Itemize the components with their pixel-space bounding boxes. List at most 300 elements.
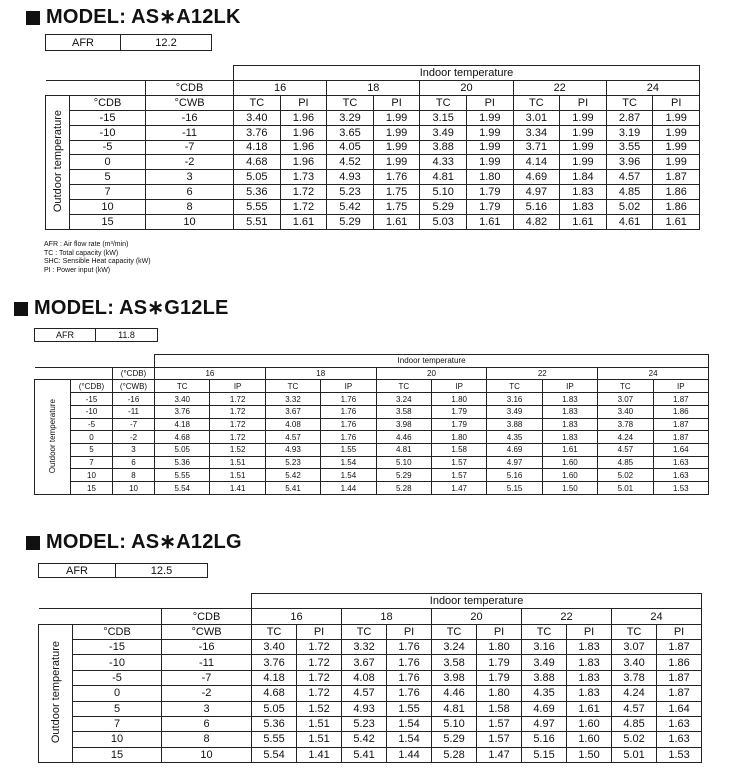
table-cell: 4.18 bbox=[155, 418, 210, 431]
performance-table bbox=[45, 65, 700, 230]
table-cell: 5.36 bbox=[234, 185, 281, 200]
table-cell: 5.15 bbox=[522, 747, 567, 762]
cdb-value: 5 bbox=[71, 444, 113, 457]
table-cell: 1.99 bbox=[467, 155, 514, 170]
legend-shc: SHC: Sensible Heat capacity (kW) bbox=[44, 258, 151, 265]
cwb-value: 8 bbox=[146, 200, 234, 215]
indoor-temp-value: 16 bbox=[234, 80, 327, 95]
table-cell: 5.29 bbox=[327, 215, 374, 230]
table-cell: 3.29 bbox=[327, 110, 374, 125]
table-cell: 1.87 bbox=[657, 686, 702, 701]
table-cell: 1.51 bbox=[210, 456, 265, 469]
table-cell: 5.16 bbox=[487, 469, 542, 482]
table-cell: 1.76 bbox=[321, 431, 376, 444]
table-cell: 3.96 bbox=[606, 155, 653, 170]
table-cell: 1.79 bbox=[477, 670, 522, 685]
table-cell: 4.57 bbox=[598, 444, 653, 457]
table-cell: 3.55 bbox=[606, 140, 653, 155]
table-cell: 1.80 bbox=[477, 640, 522, 655]
table-cell: 1.99 bbox=[373, 110, 420, 125]
cwb-value: -7 bbox=[146, 140, 234, 155]
table-cell: 1.73 bbox=[280, 170, 327, 185]
table-cell: 1.87 bbox=[653, 393, 709, 406]
table-cell: 1.80 bbox=[477, 686, 522, 701]
table-cell: 4.18 bbox=[234, 140, 281, 155]
table-cell: 3.58 bbox=[376, 405, 431, 418]
table-cell: 1.50 bbox=[542, 482, 597, 495]
table-cell: 5.16 bbox=[522, 732, 567, 747]
table-row bbox=[39, 640, 702, 655]
cwb-value: -16 bbox=[113, 393, 155, 406]
table-cell: 1.83 bbox=[567, 655, 612, 670]
table-cell: 4.35 bbox=[522, 686, 567, 701]
table-cell: 1.53 bbox=[657, 747, 702, 762]
table-cell: 3.78 bbox=[598, 418, 653, 431]
tc-column-label: TC bbox=[598, 380, 653, 393]
table-cell: 1.61 bbox=[373, 215, 420, 230]
indoor-temperature-header: Indoor temperature bbox=[155, 355, 709, 368]
table-cell: 1.51 bbox=[210, 469, 265, 482]
table-cell: 3.40 bbox=[252, 640, 297, 655]
table-cell: 4.52 bbox=[327, 155, 374, 170]
table-cell: 1.72 bbox=[297, 655, 342, 670]
table-cell: 1.79 bbox=[431, 418, 486, 431]
table-row bbox=[46, 200, 700, 215]
indoor-temp-value: 16 bbox=[252, 609, 342, 624]
afr-value: 12.2 bbox=[121, 35, 212, 51]
legend-pi: PI : Power input (kW) bbox=[44, 266, 111, 274]
tc-column-label: TC bbox=[606, 95, 653, 110]
table-cell: 2.87 bbox=[606, 110, 653, 125]
table-cell: 1.61 bbox=[280, 215, 327, 230]
table-cell: 1.54 bbox=[321, 456, 376, 469]
tc-column-label: TC bbox=[265, 380, 320, 393]
cdb-value: -10 bbox=[73, 655, 162, 670]
table-cell: 1.96 bbox=[280, 125, 327, 140]
performance-table bbox=[34, 354, 709, 495]
table-cell: 1.72 bbox=[210, 431, 265, 444]
table-cell: 3.32 bbox=[265, 393, 320, 406]
table-cell: 5.10 bbox=[376, 456, 431, 469]
table-cell: 4.08 bbox=[265, 418, 320, 431]
table-cell: 1.99 bbox=[653, 125, 700, 140]
model-title-text: MODEL: AS∗A12LG bbox=[46, 531, 242, 553]
pi-column-label: PI bbox=[373, 95, 420, 110]
table-cell: 1.76 bbox=[387, 686, 432, 701]
table-cell: 5.15 bbox=[487, 482, 542, 495]
table-cell: 1.44 bbox=[321, 482, 376, 495]
square-bullet-icon bbox=[26, 11, 40, 25]
cdb-value: 10 bbox=[71, 469, 113, 482]
table-cell: 1.61 bbox=[467, 215, 514, 230]
table-row bbox=[46, 110, 700, 125]
table-cell: 1.86 bbox=[653, 405, 709, 418]
table-cell: 1.57 bbox=[431, 456, 486, 469]
indoor-temp-value: 18 bbox=[342, 609, 432, 624]
pi-column-label: PI bbox=[477, 624, 522, 639]
table-cell: 1.72 bbox=[297, 640, 342, 655]
header-blank bbox=[39, 594, 252, 609]
cwb-value: -7 bbox=[113, 418, 155, 431]
tc-column-label: TC bbox=[342, 624, 387, 639]
legend-tc: TC : Total capacity (kW) bbox=[44, 249, 119, 257]
tc-column-label: TC bbox=[155, 380, 210, 393]
cdb-value: -15 bbox=[73, 640, 162, 655]
table-cell: 3.24 bbox=[432, 640, 477, 655]
outdoor-temperature-text: Outdoor temperature bbox=[48, 399, 57, 474]
table-cell: 1.99 bbox=[373, 125, 420, 140]
pi-column-label: IP bbox=[210, 380, 265, 393]
outdoor-cdb-label: °CDB bbox=[70, 95, 146, 110]
table-cell: 1.83 bbox=[542, 405, 597, 418]
table-cell: 1.57 bbox=[477, 716, 522, 731]
table-cell: 1.52 bbox=[297, 701, 342, 716]
table-cell: 4.57 bbox=[342, 686, 387, 701]
table-cell: 1.72 bbox=[210, 418, 265, 431]
table-cell: 1.99 bbox=[560, 155, 607, 170]
table-cell: 5.02 bbox=[612, 732, 657, 747]
table-cell: 1.57 bbox=[477, 732, 522, 747]
table-cell: 5.36 bbox=[252, 716, 297, 731]
table-cell: 5.29 bbox=[432, 732, 477, 747]
pi-column-label: PI bbox=[467, 95, 514, 110]
table-cell: 1.99 bbox=[467, 140, 514, 155]
table-cell: 4.14 bbox=[513, 155, 560, 170]
table-cell: 1.96 bbox=[280, 110, 327, 125]
outdoor-cwb-label: °CWB bbox=[162, 624, 252, 639]
table-cell: 1.84 bbox=[560, 170, 607, 185]
table-cell: 3.88 bbox=[522, 670, 567, 685]
table-cell: 3.88 bbox=[420, 140, 467, 155]
indoor-cdb-label: (°CDB) bbox=[113, 367, 155, 380]
table-cell: 3.76 bbox=[155, 405, 210, 418]
table-cell: 1.63 bbox=[653, 456, 709, 469]
header-blank bbox=[35, 355, 155, 368]
outdoor-cdb-label: (°CDB) bbox=[71, 380, 113, 393]
indoor-temp-value: 24 bbox=[598, 367, 709, 380]
table-cell: 1.63 bbox=[657, 716, 702, 731]
table-cell: 4.46 bbox=[376, 431, 431, 444]
table-cell: 4.97 bbox=[487, 456, 542, 469]
table-cell: 5.05 bbox=[252, 701, 297, 716]
table-cell: 4.08 bbox=[342, 670, 387, 685]
pi-column-label: PI bbox=[560, 95, 607, 110]
cdb-value: -5 bbox=[73, 670, 162, 685]
indoor-temperature-header: Indoor temperature bbox=[252, 594, 702, 609]
cdb-value: 5 bbox=[70, 170, 146, 185]
table-cell: 1.72 bbox=[280, 185, 327, 200]
table-cell: 1.41 bbox=[210, 482, 265, 495]
table-cell: 3.07 bbox=[612, 640, 657, 655]
afr-table bbox=[45, 34, 212, 51]
table-cell: 1.58 bbox=[477, 701, 522, 716]
cwb-value: 8 bbox=[113, 469, 155, 482]
table-cell: 5.02 bbox=[606, 200, 653, 215]
outdoor-temperature-label bbox=[35, 380, 71, 495]
legend-afr: AFR : Air flow rate (m³/min) bbox=[44, 241, 129, 248]
table-cell: 1.41 bbox=[297, 747, 342, 762]
table-cell: 1.86 bbox=[653, 200, 700, 215]
table-cell: 3.76 bbox=[234, 125, 281, 140]
table-cell: 3.16 bbox=[522, 640, 567, 655]
table-cell: 5.51 bbox=[234, 215, 281, 230]
table-cell: 5.54 bbox=[252, 747, 297, 762]
table-cell: 5.03 bbox=[420, 215, 467, 230]
table-cell: 4.81 bbox=[376, 444, 431, 457]
table-row bbox=[39, 655, 702, 670]
table-cell: 5.05 bbox=[155, 444, 210, 457]
table-cell: 1.51 bbox=[297, 716, 342, 731]
table-cell: 1.72 bbox=[297, 686, 342, 701]
table-cell: 5.10 bbox=[420, 185, 467, 200]
pi-column-label: IP bbox=[653, 380, 709, 393]
table-cell: 1.80 bbox=[467, 170, 514, 185]
cdb-value: 0 bbox=[70, 155, 146, 170]
cwb-value: 3 bbox=[162, 701, 252, 716]
cdb-value: 15 bbox=[73, 747, 162, 762]
afr-table bbox=[34, 328, 158, 342]
indoor-cdb-label: °CDB bbox=[146, 80, 234, 95]
table-cell: 1.76 bbox=[387, 670, 432, 685]
indoor-temp-value: 24 bbox=[612, 609, 702, 624]
table-cell: 5.36 bbox=[155, 456, 210, 469]
table-cell: 1.54 bbox=[387, 716, 432, 731]
cdb-value: -15 bbox=[70, 110, 146, 125]
cwb-value: -11 bbox=[162, 655, 252, 670]
outdoor-temperature-text: Outdoor temperature bbox=[51, 109, 64, 212]
table-cell: 5.10 bbox=[432, 716, 477, 731]
legend bbox=[44, 241, 151, 275]
table-cell: 4.33 bbox=[420, 155, 467, 170]
table-cell: 5.23 bbox=[265, 456, 320, 469]
table-cell: 3.67 bbox=[265, 405, 320, 418]
cwb-value: -2 bbox=[146, 155, 234, 170]
outdoor-temperature-text: Outdoor temperature bbox=[49, 640, 62, 743]
cwb-value: -2 bbox=[162, 686, 252, 701]
table-cell: 1.87 bbox=[653, 431, 709, 444]
cdb-value: 0 bbox=[71, 431, 113, 444]
cdb-value: 0 bbox=[73, 686, 162, 701]
square-bullet-icon bbox=[26, 536, 40, 550]
table-row bbox=[35, 393, 709, 406]
table-cell: 3.01 bbox=[513, 110, 560, 125]
table-cell: 3.58 bbox=[432, 655, 477, 670]
table-cell: 1.72 bbox=[297, 670, 342, 685]
table-cell: 4.97 bbox=[513, 185, 560, 200]
table-cell: 4.85 bbox=[612, 716, 657, 731]
pi-column-label: PI bbox=[657, 624, 702, 639]
table-row bbox=[35, 418, 709, 431]
table-cell: 3.32 bbox=[342, 640, 387, 655]
table-cell: 1.76 bbox=[321, 405, 376, 418]
table-cell: 1.76 bbox=[373, 170, 420, 185]
table-cell: 4.69 bbox=[513, 170, 560, 185]
table-row bbox=[35, 405, 709, 418]
indoor-temp-value: 20 bbox=[376, 367, 487, 380]
indoor-cdb-label: °CDB bbox=[162, 609, 252, 624]
table-row bbox=[35, 456, 709, 469]
table-cell: 3.19 bbox=[606, 125, 653, 140]
model-title-text: MODEL: AS∗G12LE bbox=[34, 297, 229, 319]
table-cell: 3.98 bbox=[432, 670, 477, 685]
indoor-temp-value: 18 bbox=[265, 367, 376, 380]
pi-column-label: IP bbox=[542, 380, 597, 393]
pi-column-label: PI bbox=[297, 624, 342, 639]
table-cell: 1.72 bbox=[210, 405, 265, 418]
table-cell: 4.81 bbox=[432, 701, 477, 716]
tc-column-label: TC bbox=[327, 95, 374, 110]
table-cell: 4.46 bbox=[432, 686, 477, 701]
table-cell: 4.97 bbox=[522, 716, 567, 731]
table-row bbox=[46, 170, 700, 185]
cwb-value: 3 bbox=[113, 444, 155, 457]
table-cell: 4.85 bbox=[598, 456, 653, 469]
indoor-temp-value: 16 bbox=[155, 367, 266, 380]
table-cell: 4.57 bbox=[612, 701, 657, 716]
cwb-value: 10 bbox=[146, 215, 234, 230]
tc-column-label: TC bbox=[612, 624, 657, 639]
table-cell: 1.83 bbox=[542, 431, 597, 444]
header-blank bbox=[46, 80, 146, 95]
table-cell: 3.15 bbox=[420, 110, 467, 125]
table-cell: 1.99 bbox=[653, 140, 700, 155]
table-cell: 1.87 bbox=[653, 418, 709, 431]
cdb-value: 15 bbox=[71, 482, 113, 495]
table-cell: 4.57 bbox=[265, 431, 320, 444]
outdoor-temperature-label bbox=[46, 95, 70, 229]
table-cell: 1.83 bbox=[567, 670, 612, 685]
table-cell: 5.29 bbox=[376, 469, 431, 482]
cdb-value: -10 bbox=[71, 405, 113, 418]
indoor-temp-value: 22 bbox=[513, 80, 606, 95]
table-cell: 5.05 bbox=[234, 170, 281, 185]
pi-column-label: IP bbox=[431, 380, 486, 393]
table-cell: 1.79 bbox=[477, 655, 522, 670]
table-cell: 3.40 bbox=[234, 110, 281, 125]
table-cell: 3.88 bbox=[487, 418, 542, 431]
indoor-temp-value: 24 bbox=[606, 80, 699, 95]
table-cell: 5.42 bbox=[327, 200, 374, 215]
model-title bbox=[26, 4, 241, 29]
cdb-value: 10 bbox=[70, 200, 146, 215]
cwb-value: -7 bbox=[162, 670, 252, 685]
table-cell: 1.61 bbox=[560, 215, 607, 230]
table-cell: 3.40 bbox=[612, 655, 657, 670]
table-cell: 1.80 bbox=[431, 393, 486, 406]
table-row bbox=[39, 747, 702, 762]
cdb-value: 15 bbox=[70, 215, 146, 230]
table-cell: 1.63 bbox=[653, 469, 709, 482]
cwb-value: 3 bbox=[146, 170, 234, 185]
table-cell: 1.44 bbox=[387, 747, 432, 762]
table-cell: 5.28 bbox=[376, 482, 431, 495]
table-cell: 1.51 bbox=[297, 732, 342, 747]
indoor-temp-value: 20 bbox=[420, 80, 513, 95]
table-cell: 5.41 bbox=[265, 482, 320, 495]
table-cell: 5.55 bbox=[155, 469, 210, 482]
afr-table bbox=[38, 563, 208, 578]
table-cell: 3.07 bbox=[598, 393, 653, 406]
table-row bbox=[39, 686, 702, 701]
table-cell: 1.76 bbox=[321, 418, 376, 431]
model-title bbox=[14, 295, 229, 320]
table-row bbox=[35, 431, 709, 444]
header-blank bbox=[39, 609, 162, 624]
table-cell: 1.79 bbox=[467, 185, 514, 200]
table-cell: 5.23 bbox=[342, 716, 387, 731]
square-bullet-icon bbox=[14, 302, 28, 316]
cwb-value: 6 bbox=[162, 716, 252, 731]
table-cell: 1.60 bbox=[542, 456, 597, 469]
table-cell: 5.02 bbox=[598, 469, 653, 482]
table-cell: 1.55 bbox=[387, 701, 432, 716]
table-cell: 1.80 bbox=[431, 431, 486, 444]
table-cell: 1.99 bbox=[560, 140, 607, 155]
table-cell: 1.99 bbox=[467, 125, 514, 140]
table-cell: 1.72 bbox=[280, 200, 327, 215]
table-cell: 1.54 bbox=[321, 469, 376, 482]
pi-column-label: PI bbox=[567, 624, 612, 639]
afr-label: AFR bbox=[39, 564, 116, 578]
table-cell: 3.65 bbox=[327, 125, 374, 140]
table-cell: 1.96 bbox=[280, 155, 327, 170]
table-cell: 4.18 bbox=[252, 670, 297, 685]
tc-column-label: TC bbox=[487, 380, 542, 393]
table-cell: 5.01 bbox=[612, 747, 657, 762]
table-row bbox=[39, 701, 702, 716]
table-cell: 3.24 bbox=[376, 393, 431, 406]
outdoor-temperature-label bbox=[39, 624, 73, 762]
table-cell: 4.93 bbox=[342, 701, 387, 716]
table-cell: 5.55 bbox=[252, 732, 297, 747]
table-cell: 1.99 bbox=[467, 110, 514, 125]
table-cell: 3.76 bbox=[252, 655, 297, 670]
cdb-value: -5 bbox=[71, 418, 113, 431]
table-cell: 3.67 bbox=[342, 655, 387, 670]
tc-column-label: TC bbox=[522, 624, 567, 639]
table-cell: 4.05 bbox=[327, 140, 374, 155]
cdb-value: 5 bbox=[73, 701, 162, 716]
table-cell: 4.81 bbox=[420, 170, 467, 185]
table-cell: 4.93 bbox=[265, 444, 320, 457]
afr-value: 12.5 bbox=[116, 564, 208, 578]
table-cell: 1.76 bbox=[321, 393, 376, 406]
tc-column-label: TC bbox=[513, 95, 560, 110]
table-row bbox=[39, 732, 702, 747]
afr-value: 11.8 bbox=[96, 329, 158, 342]
outdoor-cdb-label: °CDB bbox=[73, 624, 162, 639]
cwb-value: -11 bbox=[146, 125, 234, 140]
tc-column-label: TC bbox=[420, 95, 467, 110]
table-row bbox=[35, 482, 709, 495]
table-cell: 5.23 bbox=[327, 185, 374, 200]
table-cell: 4.24 bbox=[612, 686, 657, 701]
table-row bbox=[39, 670, 702, 685]
table-row bbox=[46, 215, 700, 230]
table-cell: 1.61 bbox=[567, 701, 612, 716]
table-cell: 5.54 bbox=[155, 482, 210, 495]
pi-column-label: IP bbox=[321, 380, 376, 393]
cdb-value: 10 bbox=[73, 732, 162, 747]
table-cell: 1.55 bbox=[321, 444, 376, 457]
indoor-temp-value: 20 bbox=[432, 609, 522, 624]
tc-column-label: TC bbox=[376, 380, 431, 393]
table-cell: 1.72 bbox=[210, 393, 265, 406]
table-cell: 3.49 bbox=[487, 405, 542, 418]
table-row bbox=[35, 469, 709, 482]
table-cell: 1.86 bbox=[657, 655, 702, 670]
table-cell: 1.99 bbox=[653, 110, 700, 125]
